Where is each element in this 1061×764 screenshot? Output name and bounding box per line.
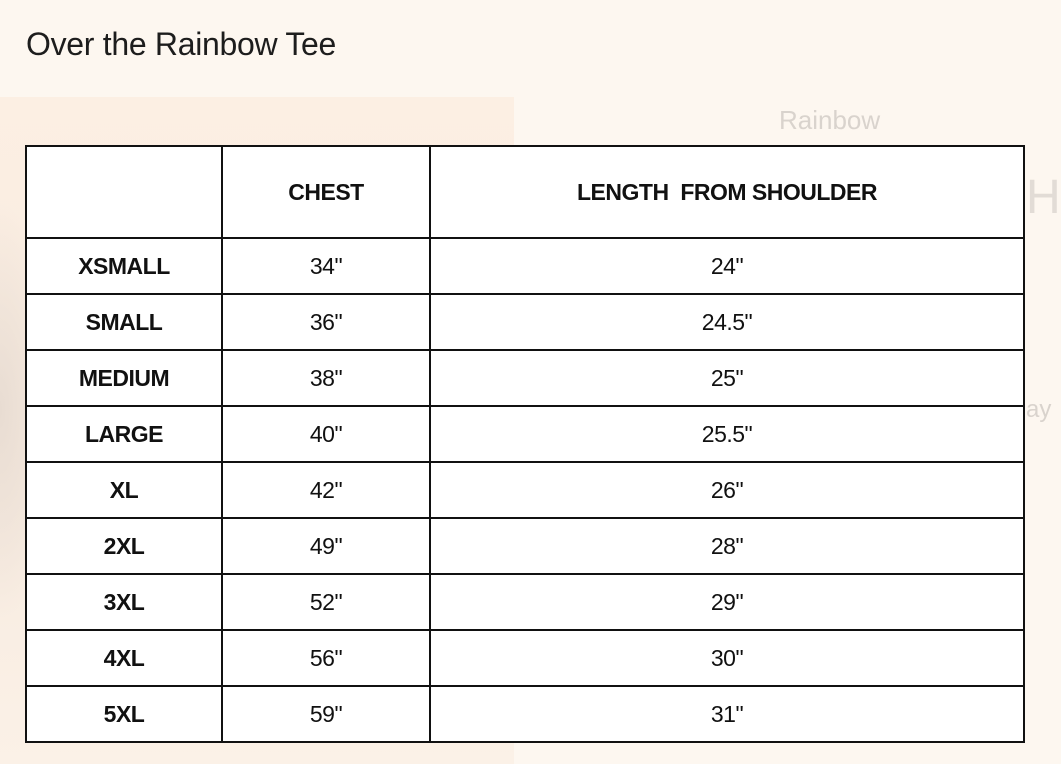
table-row bbox=[26, 462, 1024, 518]
chest-cell: 34" bbox=[222, 238, 430, 294]
chest-cell: 38" bbox=[222, 350, 430, 406]
table-row bbox=[26, 518, 1024, 574]
chest-cell: 52" bbox=[222, 574, 430, 630]
table-row bbox=[26, 406, 1024, 462]
length-cell: 28" bbox=[430, 518, 1024, 574]
background-text-h: H bbox=[1026, 171, 1061, 224]
length-cell: 24" bbox=[430, 238, 1024, 294]
page-title: Over the Rainbow Tee bbox=[26, 26, 337, 62]
chest-cell: 40" bbox=[222, 406, 430, 462]
size-cell: MEDIUM bbox=[26, 350, 222, 406]
header-chest: CHEST bbox=[222, 146, 430, 238]
length-cell: 31" bbox=[430, 686, 1024, 742]
background-text-ay: ay bbox=[1026, 396, 1052, 423]
size-cell: XSMALL bbox=[26, 238, 222, 294]
table-header-row bbox=[26, 146, 1024, 238]
table-row bbox=[26, 686, 1024, 742]
header-length: LENGTH FROM SHOULDER bbox=[430, 146, 1024, 238]
chest-cell: 56" bbox=[222, 630, 430, 686]
size-cell: LARGE bbox=[26, 406, 222, 462]
size-cell: XL bbox=[26, 462, 222, 518]
size-cell: SMALL bbox=[26, 294, 222, 350]
length-cell: 25" bbox=[430, 350, 1024, 406]
background-text-rainbow: Rainbow bbox=[779, 105, 881, 135]
table-row bbox=[26, 630, 1024, 686]
length-cell: 24.5" bbox=[430, 294, 1024, 350]
table-row bbox=[26, 238, 1024, 294]
length-cell: 30" bbox=[430, 630, 1024, 686]
header-size bbox=[26, 146, 222, 238]
size-cell: 5XL bbox=[26, 686, 222, 742]
table-row bbox=[26, 350, 1024, 406]
size-cell: 2XL bbox=[26, 518, 222, 574]
size-cell: 3XL bbox=[26, 574, 222, 630]
length-cell: 26" bbox=[430, 462, 1024, 518]
chest-cell: 36" bbox=[222, 294, 430, 350]
length-cell: 29" bbox=[430, 574, 1024, 630]
size-chart-table bbox=[25, 145, 1025, 743]
length-cell: 25.5" bbox=[430, 406, 1024, 462]
chest-cell: 42" bbox=[222, 462, 430, 518]
table-row bbox=[26, 294, 1024, 350]
chest-cell: 49" bbox=[222, 518, 430, 574]
chest-cell: 59" bbox=[222, 686, 430, 742]
table-row bbox=[26, 574, 1024, 630]
size-cell: 4XL bbox=[26, 630, 222, 686]
